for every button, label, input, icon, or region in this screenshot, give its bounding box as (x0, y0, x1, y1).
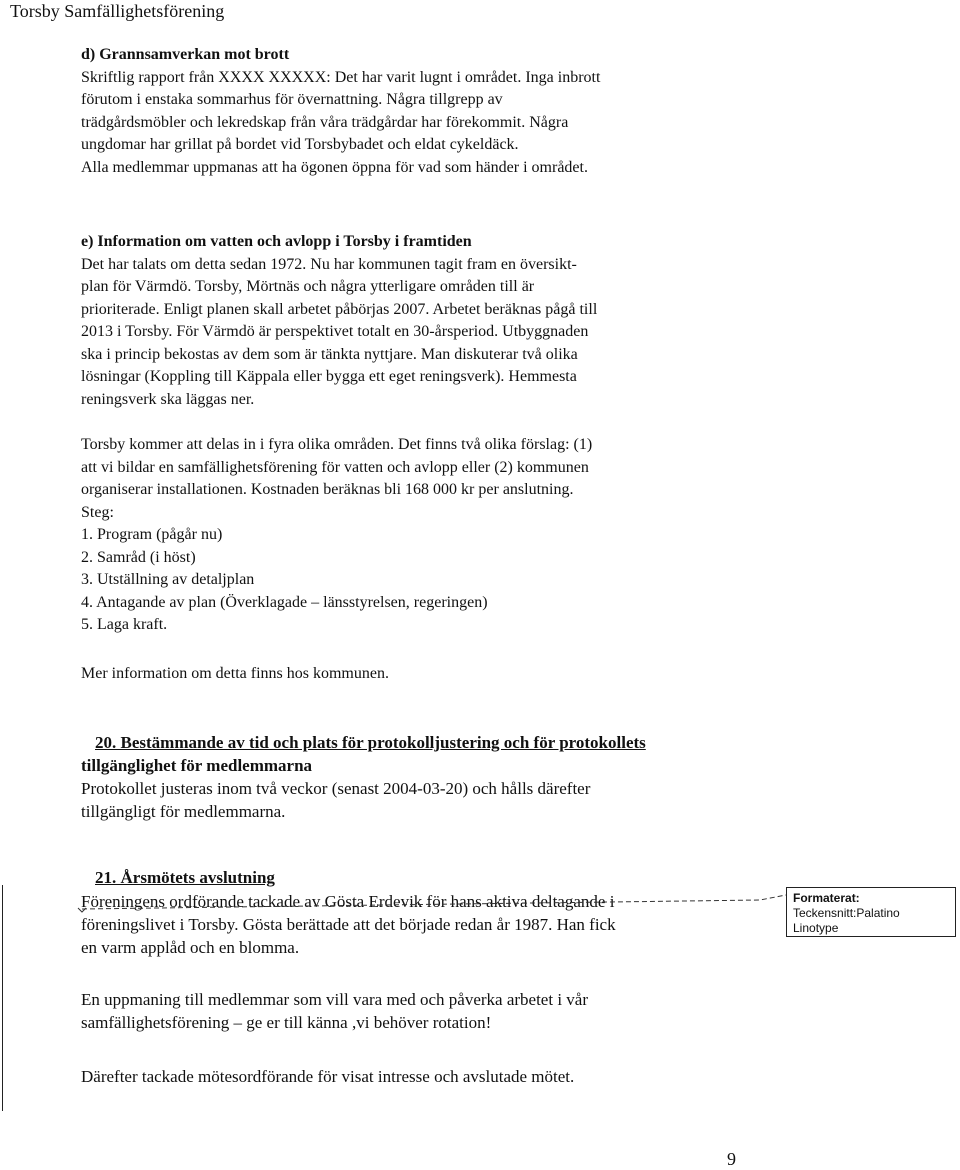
section-e-line: plan för Värmdö. Torsby, Mörtnäs och några ytterligare områden till är (81, 278, 535, 295)
section-e-more-info (81, 663, 389, 686)
section-21-line: samfällighetsförening – ge er till känna ,vi behöver rotation! (81, 1013, 492, 1032)
comment-title: Formaterat: (793, 891, 860, 905)
section-21-closing (81, 1065, 574, 1088)
section-21-heading-text: 21. Årsmötets avslutning (95, 868, 275, 887)
section-20 (81, 732, 646, 823)
section-d-line: ungdomar har grillat på bordet vid Torsbybadet och eldat cykeldäck. (81, 136, 519, 153)
section-20-line: tillgängligt för medlemmarna. (81, 802, 286, 821)
section-e-line: 2013 i Torsby. För Värmdö är perspektivet totalt en 30-årsperiod. Utbyggnaden (81, 323, 589, 340)
formatting-comment[interactable] (786, 887, 956, 937)
section-d-line: Alla medlemmar uppmanas att ha ögonen öppna för vad som händer i området. (81, 158, 588, 176)
steps-label: Steg: (81, 503, 114, 521)
closing-line: Därefter tackade mötesordförande för visat intresse och avslutade mötet. (81, 1067, 575, 1086)
section-21-line: föreningslivet i Torsby. Gösta berättade att det började redan år 1987. Han fick (81, 914, 616, 934)
section-21 (81, 867, 616, 959)
section-e-line: ska i princip bekostas av dem som är tänkta nyttjare. Man diskuterar två olika (81, 345, 578, 363)
section-e-heading: e) Information om vatten och avlopp i Torsby i framtiden (81, 233, 472, 250)
section-21-line: En uppmaning till medlemmar som vill vara med och påverka arbetet i vår (81, 990, 589, 1009)
section-e-line: Torsby kommer att delas in i fyra olika områden. Det finns två olika förslag: (1) (81, 436, 593, 453)
section-e (81, 231, 597, 411)
section-21-line: Föreningens ordförande tackade av Gösta Erdevik för hans aktiva deltagande i (81, 891, 615, 911)
page-number: 9 (727, 1149, 736, 1169)
section-d (81, 44, 600, 179)
section-20-heading-line2: tillgänglighet för medlemmarna (81, 755, 313, 775)
section-d-line: Skriftlig rapport från XXXX XXXXX: Det har varit lugnt i området. Inga inbrott (81, 68, 601, 86)
section-d-line: förutom i enstaka sommarhus för övernattning. Några tillgrepp av (81, 91, 503, 108)
step-item: 5. Laga kraft. (81, 616, 168, 633)
step-item: 2. Samråd (i höst) (81, 548, 196, 566)
step-item: 1. Program (pågår nu) (81, 526, 223, 543)
section-e-line: reningsverk ska läggas ner. (81, 390, 255, 408)
section-e-line: Det har talats om detta sedan 1972. Nu har kommunen tagit fram en översikt- (81, 255, 577, 273)
section-d-heading: d) Grannsamverkan mot brott (81, 46, 290, 63)
section-d-line: trädgårdsmöbler och lekredskap från våra trädgårdar har förekommit. Några (81, 113, 569, 131)
step-item: 4. Antagande av plan (Överklagade – länsstyrelsen, regeringen) (81, 593, 488, 611)
section-21-line: en varm applåd och en blomma. (81, 937, 300, 957)
more-info-line: Mer information om detta finns hos kommunen. (81, 665, 389, 682)
section-20-heading-line1: 20. Bestämmande av tid och plats för protokolljustering och för protokollets (95, 733, 646, 752)
section-e-line: lösningar (Koppling till Käppala eller bygga ett eget reningsverk). Hemmesta (81, 368, 577, 385)
section-21-call (81, 988, 588, 1034)
section-20-heading (81, 732, 646, 755)
comment-text: Linotype (793, 921, 839, 935)
section-20-line: Protokollet justeras inom två veckor (senast 2004-03-20) och hålls därefter (81, 779, 591, 798)
comment-text: Teckensnitt:Palatino (793, 906, 900, 920)
section-e-line: organiserar installationen. Kostnaden beräknas bli 168 000 kr per anslutning. (81, 481, 574, 498)
section-e-line: prioriterade. Enligt planen skall arbetet påbörjas 2007. Arbetet beräknas pågå till (81, 300, 598, 318)
section-e-proposal (81, 434, 592, 637)
running-header: Torsby Samfällighetsförening (10, 1, 225, 21)
section-21-heading (81, 867, 616, 890)
change-bar (2, 885, 3, 1111)
step-item: 3. Utställning av detaljplan (81, 571, 255, 588)
section-e-line: att vi bildar en samfällighetsförening för vatten och avlopp eller (2) kommunen (81, 458, 589, 476)
